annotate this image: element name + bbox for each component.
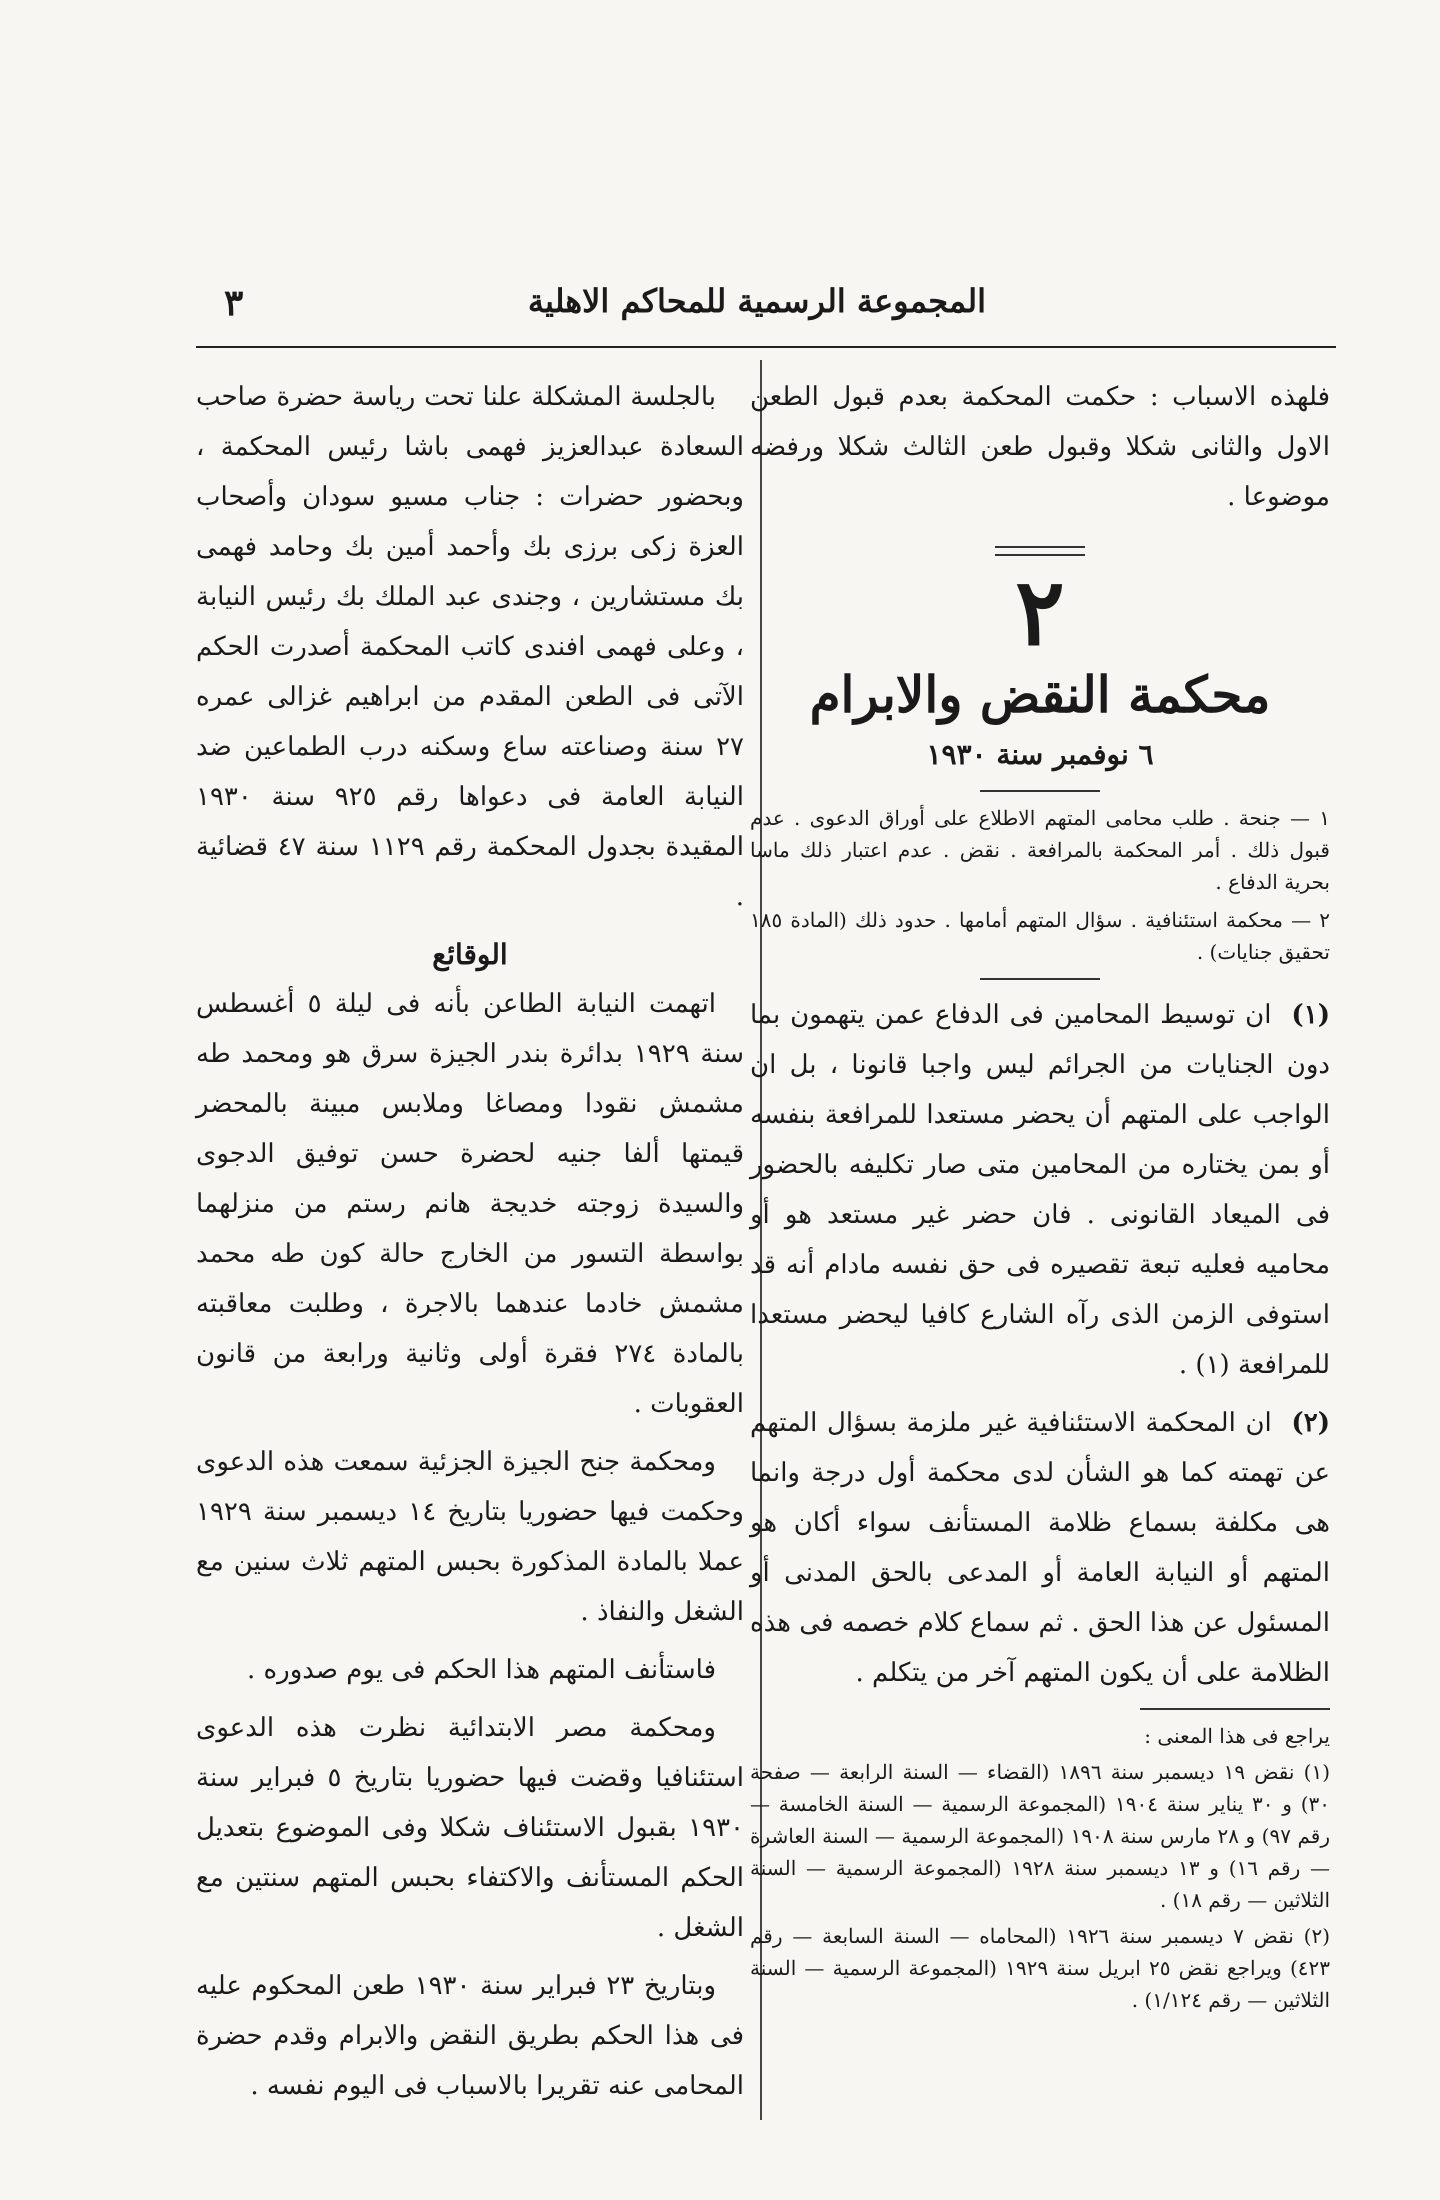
- facts-paragraph-2: ومحكمة جنح الجيزة الجزئية سمعت هذه الدعوى وحكمت فيها حضوريا بتاريخ ١٤ ديسمبر سنة ١٩٢٩ عملا بالمادة المذكورة بحبس المتهم ثلاث سنين مع الشغل والنفاذ .: [196, 1447, 744, 1627]
- header-rule: [196, 346, 1336, 348]
- running-title: المجموعة الرسمية للمحاكم الاهلية: [527, 282, 986, 320]
- principle-text: ان المحكمة الاستئنافية غير ملزمة بسؤال المتهم عن تهمته كما هو الشأن لدى محكمة أول درجة وانما هى مكلفة بسماع ظلامة المستأنف سواء أكان هو المتهم أو النيابة العامة أو المدعى بالحق المدنى أو المسئول عن هذا الحق . ثم سماع كلام خصمه فى هذه الظلامة على أن يكون المتهم آخر من يتكلم .: [750, 1408, 1330, 1688]
- principle-number: (٢): [1291, 1408, 1330, 1438]
- left-column: [196, 372, 744, 2119]
- page-number: ٣: [224, 282, 244, 324]
- facts-paragraph-3: فاستأنف المتهم هذا الحكم فى يوم صدوره .: [247, 1655, 716, 1685]
- reference-1: (١) نقض ١٩ ديسمبر سنة ١٨٩٦ (القضاء — السنة الرابعة — صفحة ٣٠) و ٣٠ يناير سنة ١٩٠٤ (المجموعة الرسمية — السنة الخامسة — رقم ٩٧) و ٢٨ مارس سنة ١٩٠٨ (المجموعة الرسمية — السنة العاشرة — رقم ١٦) و ١٣ ديسمبر سنة ١٩٢٨ (المجموعة الرسمية — السنة الثلاثين — رقم ١٨) .: [750, 1760, 1330, 1912]
- headnote-1: ١ — جنحة . طلب محامى المتهم الاطلاع على أوراق الدعوى . عدم قبول ذلك . أمر المحكمة بالمرافعة . نقض . عدم اعتبار ذلك ماسا بحرية الدفاع .: [750, 806, 1330, 894]
- session-paragraph: بالجلسة المشكلة علنا تحت رياسة حضرة صاحب السعادة عبدالعزيز فهمى باشا رئيس المحكمة ، وبحضور حضرات : جناب مسيو سودان وأصحاب العزة زكى برزى بك وأحمد أمين بك وحامد فهمى بك مستشارين ، وجندى عبد الملك بك رئيس النيابة ، وعلى فهمى افندى كاتب المحكمة أصدرت الحكم الآتى فى الطعن المقدم من ابراهيم غزالى عمره ٢٧ سنة وصناعته ساع وسكنه درب الطماعين ضد النيابة العامة فى دعواها رقم ٩٢٥ سنة ١٩٣٠ المقيدة بجدول المحكمة رقم ١١٢٩ سنة ٤٧ قضائية .: [196, 382, 744, 912]
- references-title: يراجع فى هذا المعنى :: [1144, 1724, 1330, 1748]
- facts-paragraph-4: ومحكمة مصر الابتدائية نظرت هذه الدعوى استئنافيا وقضت فيها حضوريا بتاريخ ٥ فبراير سنة ١٩٣٠ بقبول الاستئناف شكلا وفى الموضوع بتعديل الحكم المستأنف والاكتفاء بحبس المتهم سنتين مع الشغل .: [196, 1713, 745, 1943]
- principle-2: [750, 1398, 1330, 1698]
- case-date: ٦ نوفمبر سنة ١٩٣٠: [926, 738, 1154, 771]
- facts-paragraph-1: اتهمت النيابة الطاعن بأنه فى ليلة ٥ أغسطس سنة ١٩٢٩ بدائرة بندر الجيزة سرق هو ومحمد طه مشمش نقودا ومصاغا وملابس مبينة بالمحضر قيمتها ألفا جنيه لحضرة حسن توفيق الدجوى والسيدة زوجته خديجة هانم رستم من منزلهما بواسطة التسور من الخارج حالة كون طه محمد مشمش خادما عندهما بالاجرة ، وطلبت معاقبته بالمادة ٢٧٤ فقرة أولى وثانية ورابعة من قانون العقوبات .: [196, 989, 745, 1419]
- footnote-rule: [1140, 1708, 1330, 1710]
- principle-number: (١): [1291, 1000, 1330, 1030]
- section-divider: [995, 546, 1085, 556]
- right-column: [750, 372, 1330, 2020]
- headnote-2: ٢ — محكمة استئنافية . سؤال المتهم أمامها . حدود ذلك (المادة ١٨٥ تحقيق جنايات) .: [750, 908, 1330, 964]
- case-number: ٢: [1015, 558, 1065, 666]
- reference-2: (٢) نقض ٧ ديسمبر سنة ١٩٢٦ (المحاماه — السنة السابعة — رقم ٤٢٣) ويراجع نقض ٢٥ ابريل سنة ١٩٢٩ (المجموعة الرسمية — السنة الثلاثين — رقم ١/١٢٤) .: [750, 1924, 1330, 2012]
- principles-divider: [980, 978, 1100, 980]
- references: [750, 1720, 1330, 2016]
- page-header: [196, 282, 1336, 326]
- headnotes-divider: [980, 790, 1100, 792]
- principle-1: [750, 990, 1330, 1390]
- intro-paragraph: فلهذه الاسباب : حكمت المحكمة بعدم قبول الطعن الاول والثانى شكلا وقبول طعن الثالث شكلا ورفضه موضوعا .: [750, 382, 1330, 512]
- facts-title: الوقائع: [432, 938, 508, 971]
- principle-text: ان توسيط المحامين فى الدفاع عمن يتهمون بما دون الجنايات من الجرائم ليس واجبا قانونا ، بل ان الواجب على المتهم أن يحضر مستعدا للمرافعة بنفسه أو بمن يختاره من المحامين متى صار تكليفه بالحضور فى الميعاد القانونى . فان حضر غير مستعد هو أو محاميه فعليه تبعة تقصيره فى حق نفسه مادام أنه قد استوفى الزمن الذى رآه الشارع كافيا ليحضر مستعدا للمرافعة (١) .: [750, 1000, 1330, 1380]
- court-name: محكمة النقض والابرام: [809, 665, 1271, 724]
- facts-paragraph-5: وبتاريخ ٢٣ فبراير سنة ١٩٣٠ طعن المحكوم عليه فى هذا الحكم بطريق النقض والابرام وقدم حضرة المحامى عنه تقريرا بالاسباب فى اليوم نفسه .: [196, 1971, 744, 2101]
